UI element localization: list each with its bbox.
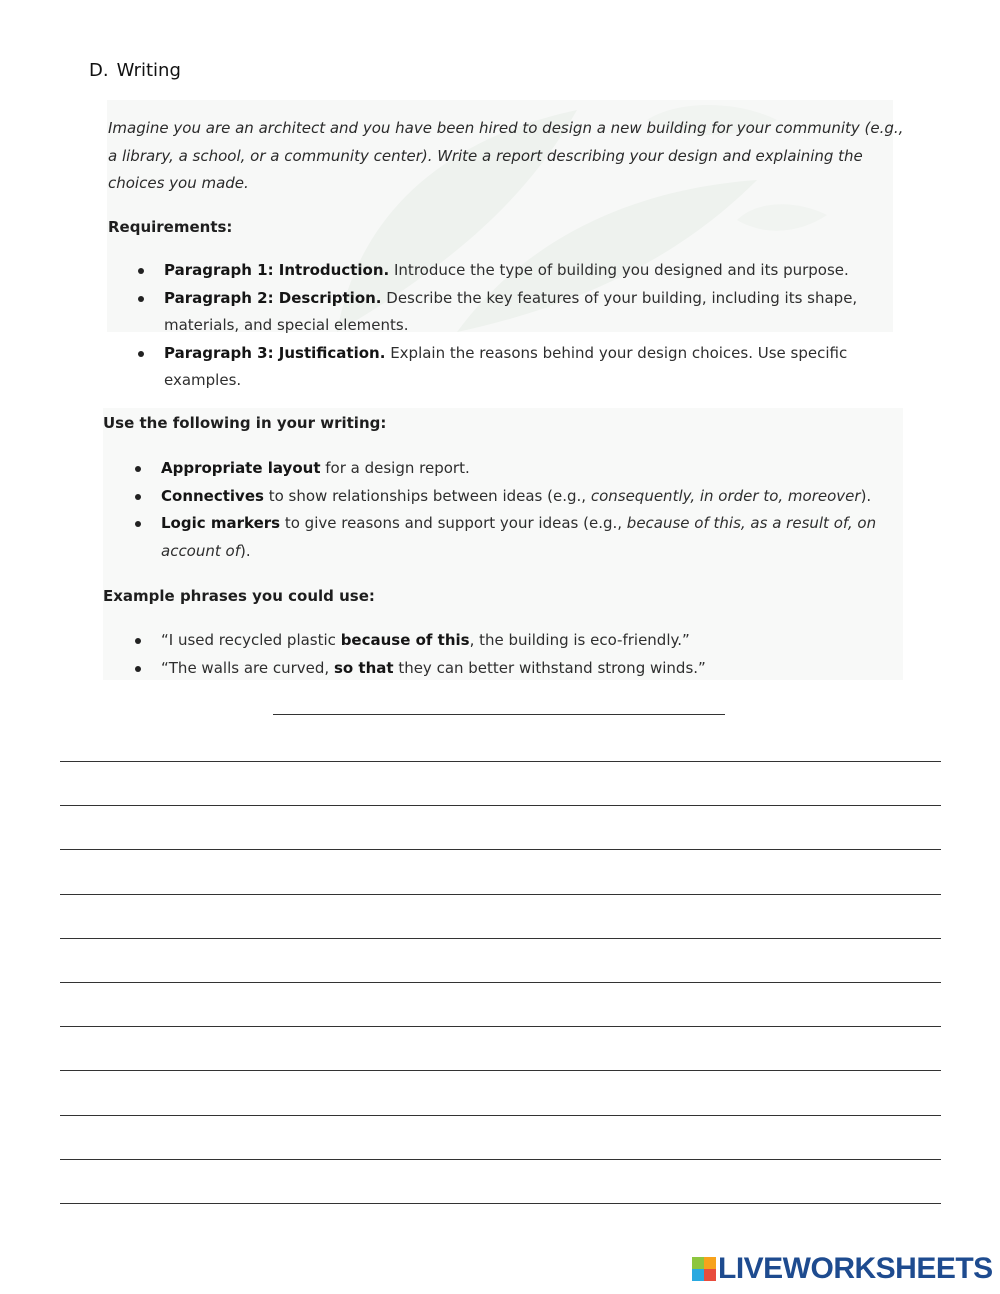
section-letter: D. [89, 60, 109, 81]
use-following-heading: Use the following in your writing: [103, 414, 387, 432]
answer-line[interactable] [60, 805, 941, 806]
logo-blocks-icon [692, 1257, 716, 1281]
answer-line[interactable] [60, 1070, 941, 1071]
list-item: Paragraph 3: Justification. Explain the reasons behind your design choices. Use specific examples. [136, 340, 881, 395]
list-item: Paragraph 2: Description. Describe the key features of your building, including its shape, materials, and special elements. [136, 285, 881, 340]
answer-line[interactable] [60, 982, 941, 983]
section-title: Writing [116, 60, 181, 81]
answer-line[interactable] [60, 1026, 941, 1027]
list-item: Connectives to show relationships between ideas (e.g., consequently, in order to, moreover). [133, 483, 903, 511]
logo-text: LIVEWORKSHEETS [718, 1252, 993, 1285]
answer-line[interactable] [60, 1203, 941, 1204]
example-phrases-heading: Example phrases you could use: [103, 587, 375, 605]
list-item: Appropriate layout for a design report. [133, 455, 903, 483]
example-phrases-list [133, 627, 893, 682]
list-item: Paragraph 1: Introduction. Introduce the type of building you designed and its purpose. [136, 257, 881, 285]
list-item: “The walls are curved, so that they can better withstand strong winds.” [133, 655, 893, 683]
answer-line[interactable] [60, 1159, 941, 1160]
answer-line[interactable] [60, 761, 941, 762]
list-item: Logic markers to give reasons and support your ideas (e.g., because of this, as a result of, on account of). [133, 510, 903, 565]
requirements-list [136, 257, 881, 395]
section-heading [89, 60, 181, 81]
answer-line[interactable] [60, 849, 941, 850]
answer-line[interactable] [60, 894, 941, 895]
title-answer-line[interactable] [273, 714, 725, 715]
requirements-heading: Requirements: [108, 218, 233, 236]
use-following-list [133, 455, 903, 565]
task-intro: Imagine you are an architect and you have been hired to design a new building for your community (e.g., a library, a school, or a community center). Write a report describing your design and explaining the choices you made. [108, 119, 904, 192]
answer-line[interactable] [60, 938, 941, 939]
list-item: “I used recycled plastic because of this, the building is eco-friendly.” [133, 627, 893, 655]
answer-line[interactable] [60, 1115, 941, 1116]
liveworksheets-logo [692, 1253, 993, 1285]
